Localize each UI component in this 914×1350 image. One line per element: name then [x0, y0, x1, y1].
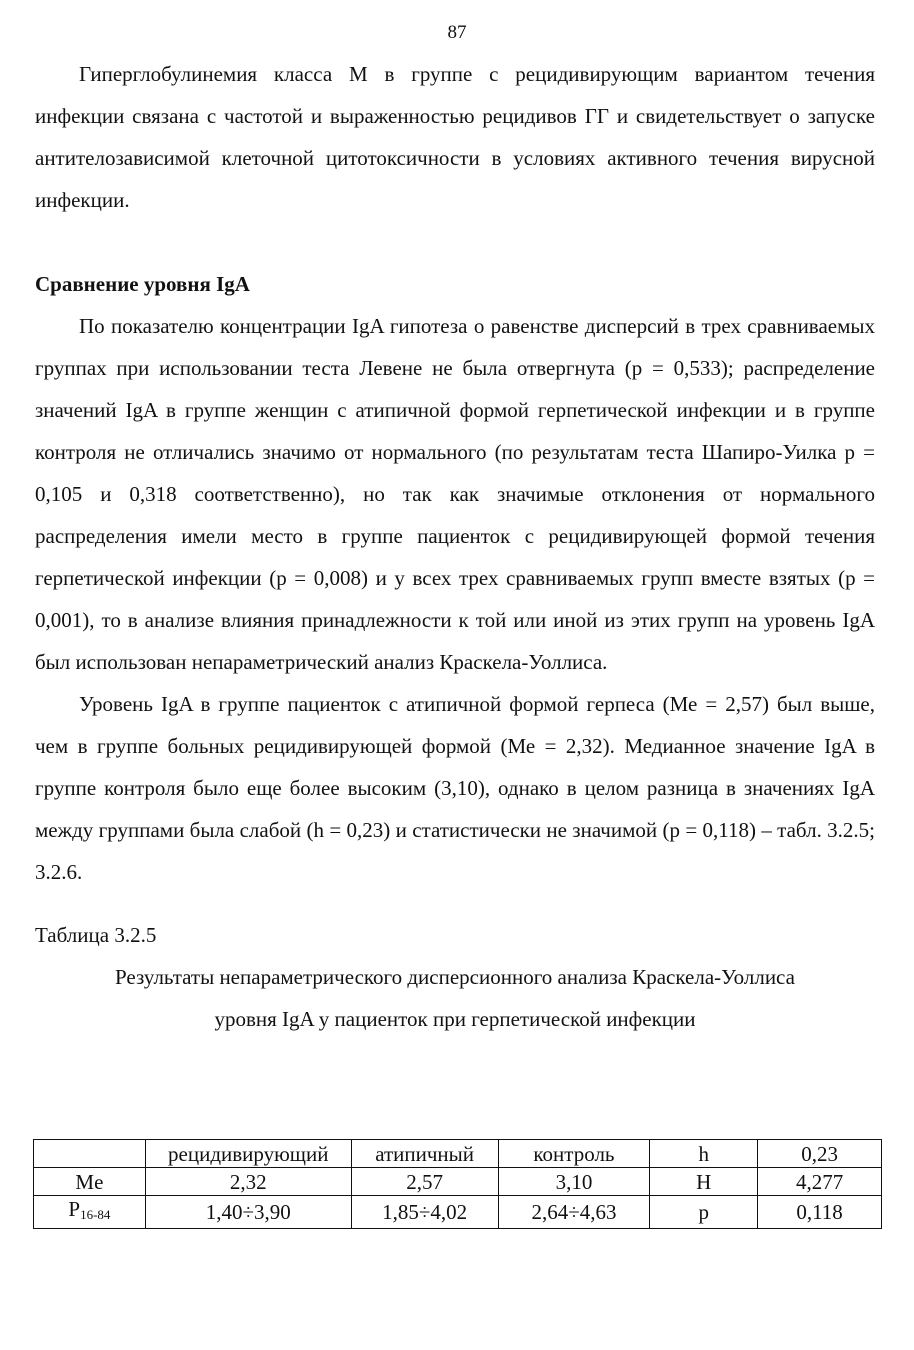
- table-header-row: [34, 1140, 882, 1168]
- table-header-control: контроль: [498, 1140, 650, 1168]
- page-body: [35, 53, 875, 1040]
- table-cell-H-value: 4,277: [758, 1168, 882, 1196]
- table-caption-line2: уровня IgA у пациенток при герпетической инфекции: [214, 1007, 696, 1031]
- table-header-atypical: атипичный: [351, 1140, 498, 1168]
- results-table: [33, 1139, 882, 1229]
- table-cell: 1,85÷4,02: [351, 1196, 498, 1229]
- page-number: 87: [447, 22, 467, 43]
- table-cell: 1,40÷3,90: [145, 1196, 351, 1229]
- table-label: Таблица 3.2.5: [35, 923, 157, 947]
- table-cell: 2,64÷4,63: [498, 1196, 650, 1229]
- p-label-subscript: 16-84: [80, 1207, 111, 1222]
- table-cell: 3,10: [498, 1168, 650, 1196]
- p-label-main: P: [68, 1197, 81, 1221]
- table-row-percentiles: [34, 1196, 882, 1229]
- table-row-label-p: [34, 1196, 146, 1229]
- table-header-recurrent: рецидивирующий: [145, 1140, 351, 1168]
- table-cell: 2,57: [351, 1168, 498, 1196]
- table-cell-h-label: h: [650, 1140, 758, 1168]
- table-cell-H-label: H: [650, 1168, 758, 1196]
- table-cell-p-label: p: [650, 1196, 758, 1229]
- section-heading: Сравнение уровня IgA: [35, 272, 250, 296]
- table-cell-h-value: 0,23: [758, 1140, 882, 1168]
- paragraph-intro: Гиперглобулинемия класса М в группе с рецидивирующим вариантом течения инфекции связана с частотой и выраженностью рецидивов ГГ и свидетельствует о запуске антителозависимой клеточной цитотоксичности в условиях активного течения вирусной инфекции.: [35, 62, 875, 212]
- paragraph-levene: По показателю концентрации IgA гипотеза о равенстве дисперсий в трех сравниваемых группах при использовании теста Левене не была отвергнута (р = 0,533); распределение значений IgA в группе женщин с атипичной формой герпетической инфекции и в группе контроля не отличались значимо от нормального (по результатам теста Шапиро-Уилка р = 0,105 и 0,318 соответственно), но так как значимые отклонения от нормального распределения имели место в группе пациенток с рецидивирующей формой течения герпетической инфекции (р = 0,008) и у всех трех сравниваемых групп вместе взятых (р = 0,001), то в анализе влияния принадлежности к той или иной из этих групп на уровень IgA был использован непараметрический анализ Краскела-Уоллиса.: [35, 314, 875, 674]
- table-cell-p-value: 0,118: [758, 1196, 882, 1229]
- table-row-label-me: Me: [34, 1168, 146, 1196]
- table-cell: 2,32: [145, 1168, 351, 1196]
- table-caption-line1: Результаты непараметрического дисперсионного анализа Краскела-Уоллиса: [115, 965, 795, 989]
- paragraph-levels: Уровень IgA в группе пациенток с атипичной формой герпеса (Ме = 2,57) был выше, чем в группе больных рецидивирующей формой (Ме = 2,32). Медианное значение IgA в группе контроля было еще более высоким (3,10), однако в целом разница в значениях IgA между группами была слабой (h = 0,23) и статистически не значимой (р = 0,118) – табл. 3.2.5; 3.2.6.: [35, 692, 875, 884]
- table-cell: [34, 1140, 146, 1168]
- table-row-median: [34, 1168, 882, 1196]
